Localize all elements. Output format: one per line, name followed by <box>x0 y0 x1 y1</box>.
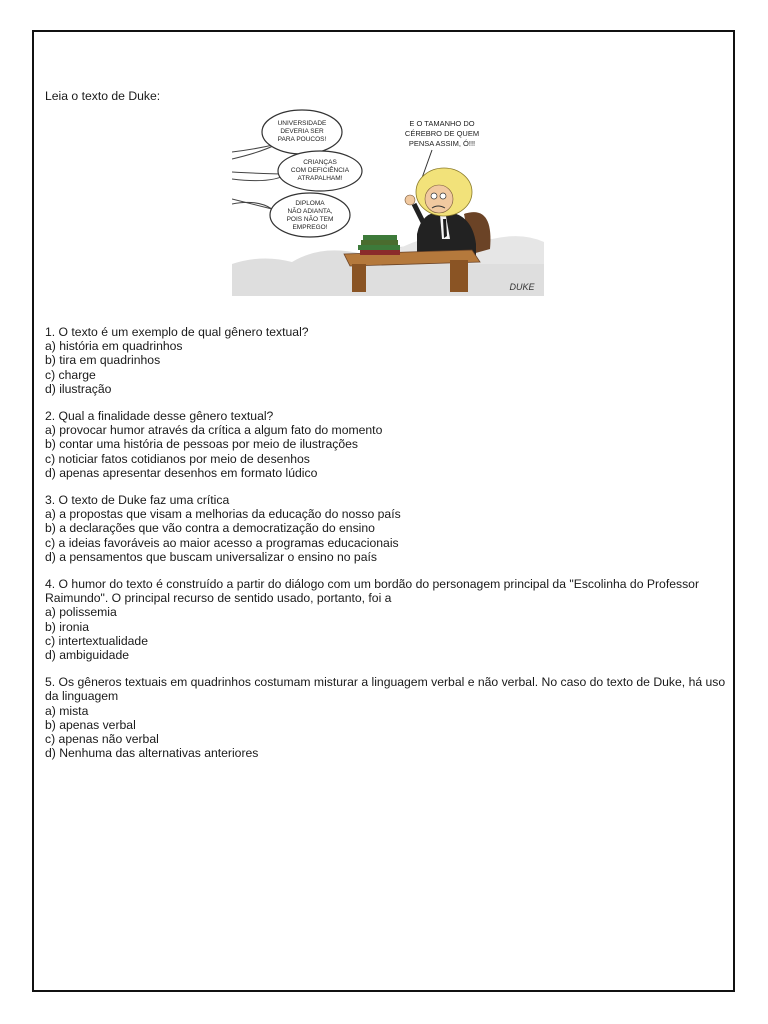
figure-eye-left <box>431 193 437 199</box>
answer-option: a) história em quadrinhos <box>45 339 183 354</box>
answer-option: d) apenas apresentar desenhos em formato lúdico <box>45 465 318 480</box>
desk-left-leg <box>352 264 366 292</box>
answer-option: d) a pensamentos que buscam universalizar o ensino no país <box>45 549 377 564</box>
balloon-1-line-3: PARA POUCOS! <box>277 136 327 143</box>
figure-hand <box>405 195 415 205</box>
intro-block <box>45 89 725 103</box>
caption-line-1: E O TAMANHO DO <box>409 119 475 128</box>
answer-option: b) apenas verbal <box>45 717 136 732</box>
answer-option: d) ilustração <box>45 381 112 396</box>
figure-face <box>425 185 453 213</box>
question-stem: 2. Qual a finalidade desse gênero textual? <box>45 409 274 424</box>
book-1 <box>360 250 400 255</box>
desk-right-leg <box>450 260 468 292</box>
answer-option: a) mista <box>45 703 89 718</box>
book-2 <box>358 245 400 250</box>
question-3 <box>45 493 729 564</box>
intro-text: Leia o texto de Duke: <box>45 89 161 103</box>
answer-option: c) intertextualidade <box>45 633 148 648</box>
balloon-2-line-3: ATRAPALHAM! <box>297 175 343 182</box>
balloon-2-line-1: CRIANÇAS <box>303 159 337 166</box>
duke-cartoon <box>232 104 544 296</box>
book-3 <box>361 240 398 245</box>
question-list <box>45 325 729 773</box>
balloon-3-line-1: DIPLOMA <box>295 200 325 207</box>
caption-line-3: PENSA ASSIM, Ó!!! <box>408 139 476 148</box>
answer-option: b) tira em quadrinhos <box>45 353 161 368</box>
balloon-2-line-2: COM DEFICIÊNCIA <box>290 167 350 174</box>
book-4 <box>363 235 397 240</box>
question-1 <box>45 325 729 396</box>
balloon-3-line-2: NÃO ADIANTA, <box>287 208 333 215</box>
question-4 <box>45 577 729 662</box>
answer-option: a) provocar humor através da crítica a algum fato do momento <box>45 423 383 438</box>
answer-option: c) apenas não verbal <box>45 732 159 747</box>
caption-line-2: CÉREBRO DE QUEM <box>404 129 480 138</box>
answer-option: c) a ideias favoráveis ao maior acesso a programas educacionais <box>45 535 399 550</box>
answer-option: c) charge <box>45 367 96 382</box>
answer-option: c) noticiar fatos cotidianos por meio de desenhos <box>45 451 310 466</box>
balloon-3-line-4: EMPREGO! <box>292 224 328 231</box>
question-stem: 1. O texto é um exemplo de qual gênero textual? <box>45 325 309 339</box>
cartoon-signature: DUKE <box>509 282 535 292</box>
answer-option: a) polissemia <box>45 605 117 620</box>
question-stem: 4. O humor do texto é construído a partir do diálogo com um bordão do personagem principal da "Escolinha do Professor Raimundo". O principal recurso de sentido usado, portanto, foi a <box>45 577 700 606</box>
balloon-1-line-2: DEVERIA SER <box>280 128 324 135</box>
answer-option: b) a declarações que vão contra a democratização do ensino <box>45 521 375 536</box>
balloon-3-line-3: POIS NÃO TEM <box>286 216 334 223</box>
answer-option: b) contar uma história de pessoas por meio de ilustrações <box>45 437 358 452</box>
speech-trail-1 <box>232 144 277 159</box>
question-stem: 5. Os gêneros textuais em quadrinhos costumam misturar a linguagem verbal e não verbal. No caso do texto de Duke, há uso da linguagem <box>45 675 726 704</box>
figure-eye-right <box>440 193 446 199</box>
balloon-1-line-1: UNIVERSIDADE <box>277 120 327 127</box>
question-2 <box>45 409 729 480</box>
speech-trail-3 <box>232 199 272 209</box>
question-stem: 3. O texto de Duke faz uma crítica <box>45 493 230 508</box>
answer-option: a) a propostas que visam a melhorias da educação do nosso país <box>45 507 401 522</box>
answer-option: d) ambiguidade <box>45 648 130 663</box>
answer-option: d) Nenhuma das alternativas anteriores <box>45 746 259 761</box>
question-5 <box>45 675 729 760</box>
answer-option: b) ironia <box>45 619 90 634</box>
